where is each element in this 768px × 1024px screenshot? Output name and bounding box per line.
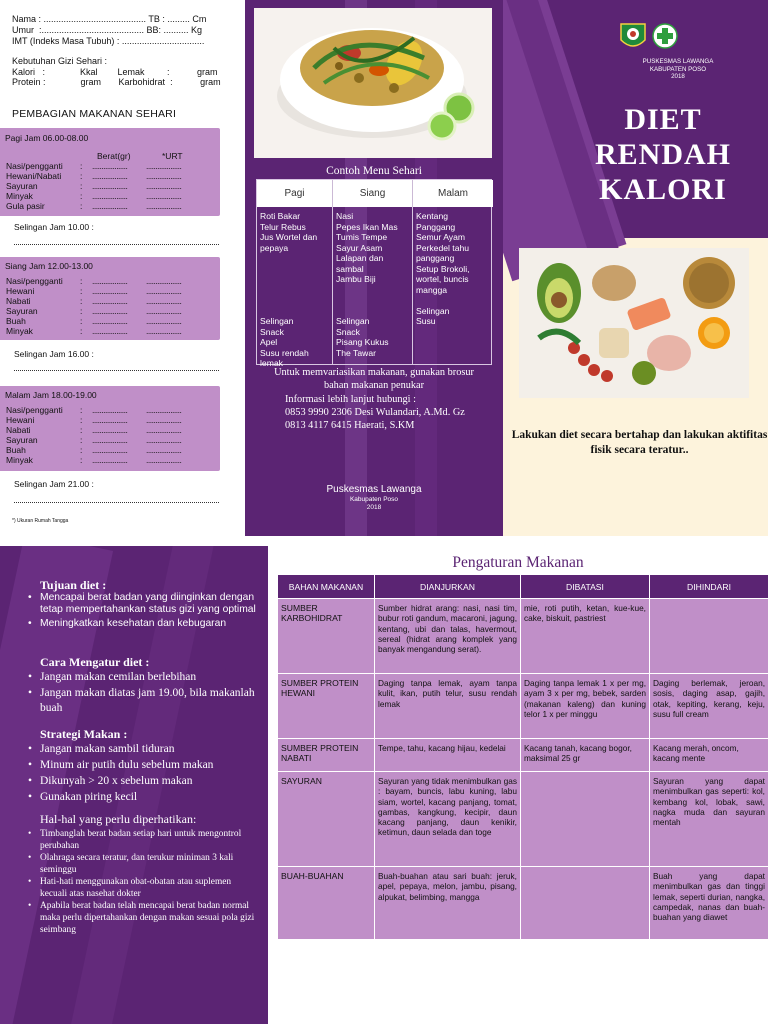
weight-blank: ................... xyxy=(92,276,128,286)
urt-blank: ................... xyxy=(146,286,182,296)
org-sub: Kabupaten Poso xyxy=(349,496,399,503)
menu-col-evening: Kentang Panggang Semur Ayam Perkedel tahu panggang Setup Brokoli, wortel, buncis mangga Selingan Susu xyxy=(416,211,470,326)
meal-row-colon: : xyxy=(80,306,83,316)
meal-row-colon: : xyxy=(80,276,83,286)
meal-row-colon: : xyxy=(80,171,83,181)
weight-blank: ................... xyxy=(92,201,128,211)
table-header: DIHINDARI xyxy=(650,575,768,598)
urt-blank: ................... xyxy=(146,455,182,465)
table-row-category: SAYURAN xyxy=(278,772,374,866)
weight-blank: ................... xyxy=(92,161,128,171)
goal-item: • Mencapai berat badan yang diinginkan dengan tetap mempertahankan status gizi yang optimal xyxy=(28,592,260,616)
meal-box-evening xyxy=(0,386,220,471)
form-protein-line: Protein : gram Karbohidrat : gram xyxy=(12,77,221,87)
table-cell-recommended: Tempe, tahu, kacang hijau, kedelai xyxy=(375,739,520,771)
weight-blank: ................... xyxy=(92,425,128,435)
menu-table xyxy=(256,179,492,368)
meal-row-label: Nasi/pengganti xyxy=(6,405,63,415)
diet-guidance-panel xyxy=(0,546,268,1024)
meal-row-label: Buah xyxy=(6,445,26,455)
strategy-list xyxy=(28,741,260,805)
weight-blank: ................... xyxy=(92,296,128,306)
menu-caption: Contoh Menu Sehari xyxy=(326,165,422,177)
table-title: Pengaturan Makanan xyxy=(452,554,584,571)
table-row-category: SUMBER KARBOHIDRAT xyxy=(278,599,374,673)
cover-title-line: KALORI xyxy=(599,173,727,206)
meal-row-colon: : xyxy=(80,286,83,296)
meal-row-label: Hewani xyxy=(6,286,35,296)
note-item: • Olahraga secara teratur, dan terukur miniman 3 kali seminggu xyxy=(28,852,256,876)
weight-blank: ................... xyxy=(92,181,128,191)
table-cell-limited: Daging tanpa lemak 1 x per mg, ayam 3 x per mg, bebek, sarden (makanan kaleng) dan kuning telor 1 x per minggu xyxy=(521,674,649,738)
form-calorie-line: Kalori : Kkal Lemak : gram xyxy=(12,67,218,77)
cover-org xyxy=(603,58,753,81)
col-weight-header: Berat(gr) xyxy=(97,151,131,161)
meal-row-colon: : xyxy=(80,326,83,336)
urt-blank: ................... xyxy=(146,296,182,306)
meal-row-colon: : xyxy=(80,296,83,306)
meal-header: Pagi Jam 06.00-08.00 xyxy=(5,133,89,143)
table-cell-avoided: Buah yang dapat menimbulkan gas dan tinggi lemak, seperti durian, nangka, campedak, nanas dan buah-buahan yang diawet xyxy=(650,867,768,939)
urt-blank: ................... xyxy=(146,161,182,171)
notes-title: Hal-hal yang perlu diperhatikan: xyxy=(40,812,197,826)
strategy-item: • Minum air putih dulu sebelum makan xyxy=(28,757,260,773)
meal-row-colon: : xyxy=(80,201,83,211)
meal-row-label: Minyak xyxy=(6,326,33,336)
urt-footnote: *) Ukuran Rumah Tangga xyxy=(12,518,69,524)
form-needs-title: Kebutuhan Gizi Sehari : xyxy=(12,56,108,66)
menu-col-evening-header: Malam xyxy=(413,180,493,207)
snack-blank-line xyxy=(14,370,219,371)
note-item: • Timbanglah berat badan setiap hari untuk mengontrol perubahan xyxy=(28,828,256,852)
snack-label-21: Selingan Jam 21.00 : xyxy=(14,479,94,489)
vegetable-soup-photo xyxy=(254,8,492,158)
meal-row-label: Hewani/Nabati xyxy=(6,171,62,181)
meal-row-colon: : xyxy=(80,455,83,465)
table-cell-recommended: Sayuran yang tidak menimbulkan gas : bayam, buncis, labu kuning, labu siam, wortel, kacang panjang, tomat, gambas, kangkung, kecipir, daun kacang panjang, daun kenikir, ketimun, daun selada dan toge xyxy=(375,772,520,866)
cover-org-line: KABUPATEN POSO xyxy=(649,65,707,73)
urt-blank: ................... xyxy=(146,191,182,201)
note-item: • Hati-hati menggunakan obat-obatan atau suplemen kecuali atas nasehat dokter xyxy=(28,876,256,900)
weight-blank: ................... xyxy=(92,415,128,425)
meal-row-colon: : xyxy=(80,181,83,191)
weight-blank: ................... xyxy=(92,435,128,445)
urt-blank: ................... xyxy=(146,316,182,326)
exchange-note: Untuk memvariasikan makanan, gunakan brosur bahan makanan penukar xyxy=(274,367,474,391)
urt-blank: ................... xyxy=(146,445,182,455)
table-cell-avoided: Daging berlemak, jeroan, sosis, daging asap, gajih, otak, kepiting, kerang, keju, susu full cream xyxy=(650,674,768,738)
weight-blank: ................... xyxy=(92,405,128,415)
menu-col-morning-header: Pagi xyxy=(257,180,333,207)
meal-row-colon: : xyxy=(80,435,83,445)
rule-item: • Jangan makan diatas jam 19.00, bila makanlah buah xyxy=(28,686,260,717)
meal-row-label: Sayuran xyxy=(6,306,38,316)
weight-blank: ................... xyxy=(92,316,128,326)
snack-blank-line xyxy=(14,244,219,245)
weight-blank: ................... xyxy=(92,171,128,181)
table-header: DIBATASI xyxy=(521,575,649,598)
table-cell-avoided xyxy=(650,599,768,673)
cover-org-line: PUSKESMAS LAWANGA xyxy=(642,58,714,65)
urt-blank: ................... xyxy=(146,276,182,286)
snack-label-16: Selingan Jam 16.00 : xyxy=(14,349,94,359)
org-year: 2018 xyxy=(366,504,382,511)
meal-row-label: Buah xyxy=(6,316,26,326)
meal-row-colon: : xyxy=(80,161,83,171)
table-cell-recommended: Sumber hidrat arang: nasi, nasi tim, bubur roti gandum, macaroni, jagung, kentang, ubi dan talas, havermout, sereal (hidrat arang komplek yang banyak mengandung serat). xyxy=(375,599,520,673)
meal-row-label: Hewani xyxy=(6,415,35,425)
meal-row-colon: : xyxy=(80,316,83,326)
meal-row-label: Minyak xyxy=(6,455,33,465)
healthy-food-photo xyxy=(519,248,749,398)
form-age-line: Umur :......................................... BB: .......... Kg xyxy=(12,25,203,35)
table-header: DIANJURKAN xyxy=(375,575,520,598)
weight-blank: ................... xyxy=(92,455,128,465)
meal-row-label: Nasi/pengganti xyxy=(6,161,63,171)
table-cell-avoided: Sayuran yang dapat menimbulkan gas seperti: kol, kembang kol, lobak, sawi, nagka muda dan sayuran mentah xyxy=(650,772,768,866)
contact-info: Informasi lebih lanjut hubungi : 0853 9990 2306 Desi Wulandari, A.Md. Gz 0813 4117 6415 Haerati, S.KM xyxy=(285,394,465,431)
meal-row-label: Nabati xyxy=(6,425,31,435)
table-row-category: SUMBER PROTEIN NABATI xyxy=(278,739,374,771)
cover-org-line: 2018 xyxy=(671,73,685,80)
org-block xyxy=(245,484,503,512)
health-cross-icon xyxy=(652,23,678,49)
rules-list xyxy=(28,670,260,717)
meal-row-colon: : xyxy=(80,425,83,435)
goal-list xyxy=(28,592,260,630)
table-cell-recommended: Daging tanpa lemak, ayam tanpa kulit, ikan, putih telur, susu rendah lemak xyxy=(375,674,520,738)
urt-blank: ................... xyxy=(146,306,182,316)
meal-row-label: Sayuran xyxy=(6,435,38,445)
table-cell-limited xyxy=(521,867,649,939)
menu-col-noon: Nasi Pepes Ikan Mas Tumis Tempe Sayur Asam Lalapan dan sambal Jambu Biji Selingan Snack Pisang Kukus The Tawar xyxy=(333,207,413,364)
urt-blank: ................... xyxy=(146,201,182,211)
urt-blank: ................... xyxy=(146,171,182,181)
notes-list xyxy=(28,828,256,936)
meal-row-colon: : xyxy=(80,415,83,425)
menu-col-noon-header: Siang xyxy=(333,180,413,207)
cover-tagline: Lakukan diet secara bertahap dan lakukan aktifitas fisik secara teratur.. xyxy=(511,429,768,456)
table-cell-limited: Kacang tanah, kacang bogor, maksimal 25 gr xyxy=(521,739,649,771)
meal-row-colon: : xyxy=(80,191,83,201)
strategy-item: • Jangan makan sambil tiduran xyxy=(28,741,260,757)
form-name-line: Nama : ......................................... TB : ......... Cm xyxy=(12,14,207,24)
urt-blank: ................... xyxy=(146,425,182,435)
meal-plan-form-panel xyxy=(0,0,245,536)
meal-row-label: Gula pasir xyxy=(6,201,45,211)
weight-blank: ................... xyxy=(92,445,128,455)
meal-header: Malam Jam 18.00-19.00 xyxy=(5,390,97,400)
org-name: Puskesmas Lawanga xyxy=(326,484,422,495)
note-item: • Apabila berat badan telah mencapai berat badan normal maka perlu dipertahankan dengan makan sesuai pola gizi seimbang xyxy=(28,900,256,936)
goal-item: • Meningkatkan kesehatan dan kebugaran xyxy=(28,618,260,630)
meal-box-morning xyxy=(0,128,220,216)
meal-row-label: Nabati xyxy=(6,296,31,306)
strategy-title: Strategi Makan : xyxy=(40,727,128,741)
snack-label-10: Selingan Jam 10.00 : xyxy=(14,222,94,232)
meal-row-label: Sayuran xyxy=(6,181,38,191)
food-regulation-panel xyxy=(268,536,768,1024)
weight-blank: ................... xyxy=(92,326,128,336)
strategy-item: • Gunakan piring kecil xyxy=(28,789,260,805)
weight-blank: ................... xyxy=(92,286,128,296)
cover-panel xyxy=(503,0,768,536)
weight-blank: ................... xyxy=(92,306,128,316)
table-cell-limited xyxy=(521,772,649,866)
regency-logo-icon xyxy=(620,22,646,52)
col-urt-header: *URT xyxy=(162,151,183,161)
form-bmi-line: IMT (Indeks Masa Tubuh) : ................................. xyxy=(12,36,205,46)
table-cell-avoided: Kacang merah, oncom, kacang mente xyxy=(650,739,768,771)
urt-blank: ................... xyxy=(146,405,182,415)
goal-title: Tujuan diet : xyxy=(40,578,107,592)
plan-title: PEMBAGIAN MAKANAN SEHARI xyxy=(12,108,177,120)
urt-blank: ................... xyxy=(146,415,182,425)
table-row-category: BUAH-BUAHAN xyxy=(278,867,374,939)
table-header: BAHAN MAKANAN xyxy=(278,575,374,598)
table-cell-limited: mie, roti putih, ketan, kue-kue, cake, biskuit, pastriest xyxy=(521,599,649,673)
cover-title xyxy=(563,102,763,207)
table-row-category: SUMBER PROTEIN HEWANI xyxy=(278,674,374,738)
rules-title: Cara Mengatur diet : xyxy=(40,655,150,669)
urt-blank: ................... xyxy=(146,181,182,191)
menu-col-morning: Roti Bakar Telur Rebus Jus Wortel dan pepaya Selingan Snack Apel Susu rendah lemak xyxy=(257,207,333,364)
meal-header: Siang Jam 12.00-13.00 xyxy=(5,261,93,271)
meal-row-label: Minyak xyxy=(6,191,33,201)
meal-row-label: Nasi/pengganti xyxy=(6,276,63,286)
cover-title-line: RENDAH xyxy=(594,138,731,171)
urt-blank: ................... xyxy=(146,435,182,445)
urt-blank: ................... xyxy=(146,326,182,336)
weight-blank: ................... xyxy=(92,191,128,201)
meal-row-colon: : xyxy=(80,405,83,415)
meal-row-colon: : xyxy=(80,445,83,455)
rule-item: • Jangan makan cemilan berlebihan xyxy=(28,670,260,686)
daily-menu-panel xyxy=(245,0,503,536)
strategy-item: • Dikunyah > 20 x sebelum makan xyxy=(28,773,260,789)
snack-blank-line xyxy=(14,502,219,503)
meal-box-noon xyxy=(0,257,220,340)
cover-title-line: DIET xyxy=(624,103,702,136)
table-cell-recommended: Buah-buahan atau sari buah: jeruk, apel, pepaya, melon, jambu, pisang, alpukat, belimbing, mangga xyxy=(375,867,520,939)
